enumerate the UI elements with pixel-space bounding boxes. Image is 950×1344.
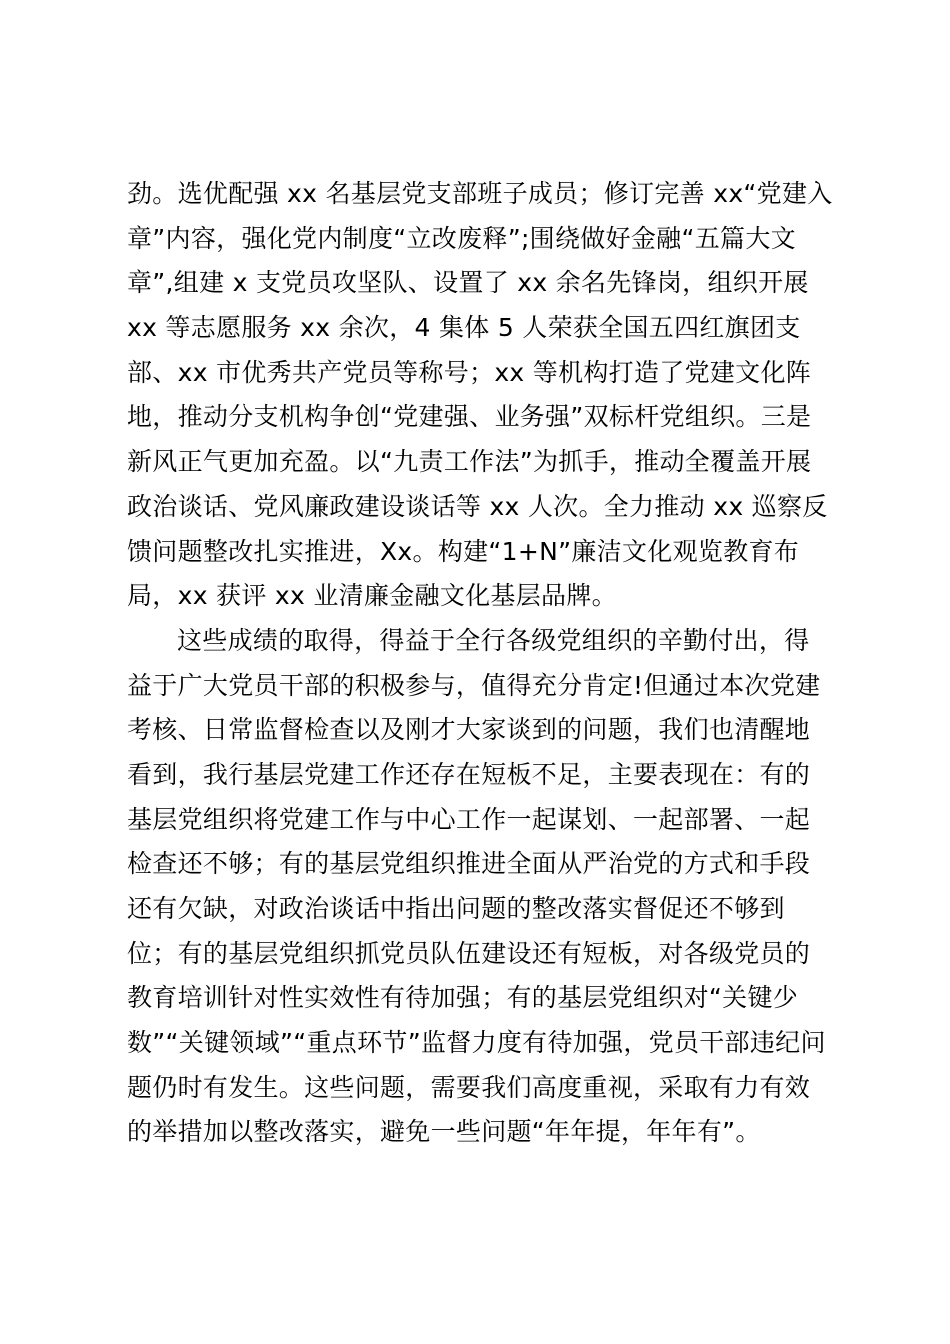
text-line: 局，xx 获评 xx 业清廉金融文化基层品牌。 bbox=[127, 581, 617, 611]
text-line: 位；有的基层党组织抓党员队伍建设还有短板，对各级党员的 bbox=[127, 938, 811, 968]
text-line: 地，推动分支机构争创“党建强、业务强”双标杆党组织。三是 bbox=[127, 402, 812, 432]
text-line: xx 等志愿服务 xx 余次，4 集体 5 人荣获全国五四红旗团支 bbox=[127, 313, 801, 343]
text-line: 这些成绩的取得，得益于全行各级党组织的辛勤付出，得 bbox=[177, 625, 810, 655]
text-line: 馈问题整改扎实推进，Xx。构建“1+N”廉洁文化观览教育布 bbox=[127, 536, 800, 566]
text-line: 教育培训针对性实效性有待加强；有的基层党组织对“关键少 bbox=[127, 983, 799, 1013]
text-line: 益于广大党员干部的积极参与，值得充分肯定!但通过本次党建 bbox=[127, 670, 821, 700]
text-line: 政治谈话、党风廉政建设谈话等 xx 人次。全力推动 xx 巡察反 bbox=[127, 491, 828, 521]
text-line: 数”“关键领域”“重点环节”监督力度有待加强，党员干部违纪问 bbox=[127, 1028, 826, 1058]
text-line: 检查还不够；有的基层党组织推进全面从严治党的方式和手段 bbox=[127, 849, 811, 879]
text-line: 劲。选优配强 xx 名基层党支部班子成员；修订完善 xx“党建入 bbox=[127, 179, 833, 208]
text-line: 部、xx 市优秀共产党员等称号；xx 等机构打造了党建文化阵 bbox=[127, 357, 812, 387]
text-line: 新风正气更加充盈。以“九责工作法”为抓手，推动全覆盖开展 bbox=[127, 447, 812, 477]
text-line: 看到，我行基层党建工作还存在短板不足，主要表现在：有的 bbox=[127, 759, 811, 789]
paragraph-2 bbox=[127, 619, 847, 1155]
text-line: 题仍时有发生。这些问题，需要我们高度重视，采取有力有效 bbox=[127, 1072, 811, 1102]
text-line: 还有欠缺，对政治谈话中指出问题的整改落实督促还不够到 bbox=[127, 894, 785, 923]
text-line: 章”,组建 x 支党员攻坚队、设置了 xx 余名先锋岗，组织开展 bbox=[127, 268, 809, 298]
text-line: 基层党组织将党建工作与中心工作一起谋划、一起部署、一起 bbox=[127, 804, 811, 834]
document-body bbox=[127, 172, 847, 1155]
text-line: 章”内容，强化党内制度“立改废释”;围绕做好金融“五篇大文 bbox=[127, 223, 796, 253]
text-line: 的举措加以整改落实，避免一些问题“年年提，年年有”。 bbox=[127, 1117, 761, 1147]
paragraph-1 bbox=[127, 172, 847, 619]
text-line: 考核、日常监督检查以及刚才大家谈到的问题，我们也清醒地 bbox=[127, 715, 811, 745]
